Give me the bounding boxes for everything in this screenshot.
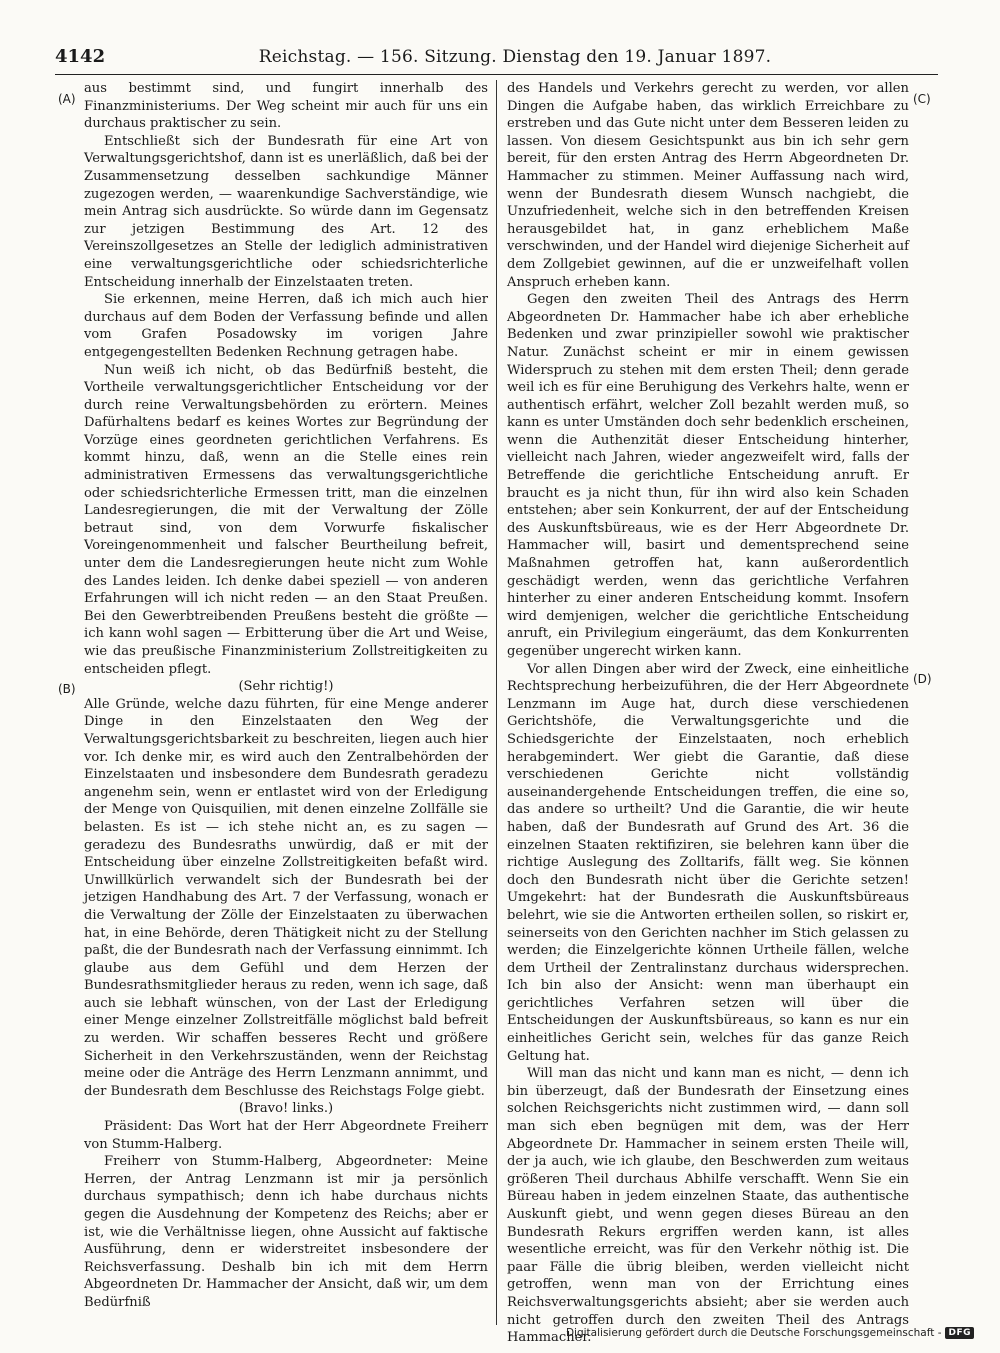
interjection: (Bravo! links.)	[238, 1101, 334, 1117]
left-column	[84, 80, 488, 1312]
page-footer	[566, 1327, 974, 1339]
page-number: 4142	[55, 46, 106, 67]
column-divider	[496, 80, 497, 1325]
paragraph: Entschließt sich der Bundesrath für eine Art von Verwaltungsgerichtshof, dann ist es unerläßlich, daß bei der Zusammensetzung desselben sachkundige Männer zugezogen werden, — waarenkundige Sachverständige, wie mein Antrag sich ausdrückte. So würde dann im Gegensatz zur jetzigen Bestimmung des Art. 12 des Vereinszollgesetzes an Stelle der lediglich administrativen eine verwaltungsgerichtliche oder schiedsrichterliche Entscheidung innerhalb der Einzelstaaten treten.	[84, 133, 488, 290]
speaker-paragraph: Freiherr von Stumm-Halberg, Abgeordneter: Meine Herren, der Antrag Lenzmann ist mir ja persönlich durchaus sympathisch; denn ich habe durchaus nichts gegen die Ausdehnung der Kompetenz des Reichs; aber er ist, wie die Verhältnisse liegen, ohne Aussicht auf faktische Ausführung, denn er widerstreitet insbesondere der Reichsverfassung. Deshalb bin ich mit dem Herrn Abgeordneten Dr. Hammacher der Ansicht, daß wir, um dem Bedürfniß	[84, 1154, 488, 1310]
paragraph: Sie erkennen, meine Herren, daß ich mich auch hier durchaus auf dem Boden der Verfassung befinde und allen vom Grafen Posadowsky im vorigen Jahre entgegengestellten Bedenken Rechnung getragen habe.	[84, 292, 488, 360]
right-column	[507, 80, 909, 1347]
paragraph: aus bestimmt sind, und fungirt innerhalb des Finanzministeriums. Der Weg scheint mir auch für uns ein durchaus praktischer zu sein.	[84, 81, 488, 132]
running-head: Reichstag. — 156. Sitzung. Dienstag den 19. Januar 1897.	[258, 47, 772, 67]
digitization-credit: Digitalisierung gefördert durch die Deutsche Forschungsgemeinschaft -	[565, 1327, 942, 1339]
header-rule	[55, 74, 938, 75]
margin-mark-b: (B)	[58, 682, 76, 696]
paragraph: des Handels und Verkehrs gerecht zu werden, vor allen Dingen die Aufgabe haben, das wirklich Erreichbare zu erstreben und das Gute nicht unter dem Besseren leiden zu lassen. Von diesem Gesichtspunkt aus bin ich sehr gern bereit, für den ersten Antrag des Herrn Abgeordneten Dr. Hammacher zu stimmen. Meiner Auffassung nach wird, wenn der Bundesrath diesem Wunsch nachgiebt, die Unzufriedenheit, welche sich in den betreffenden Kreisen herausgebildet hat, in ganz erheblichem Maße verschwinden, und der Handel wird diejenige Sicherheit auf dem Zollgebiet gewinnen, auf die er unzweifelhaft vollen Anspruch erheben kann.	[507, 81, 909, 290]
dfg-logo: DFG	[945, 1327, 974, 1339]
paragraph: Vor allen Dingen aber wird der Zweck, eine einheitliche Rechtsprechung herbeizuführen, die der Herr Abgeordnete Lenzmann im Auge hat, durch diese verschiedenen Gerichtshöfe, die Verwaltungsgerichte und die Schiedsgerichte der Einzelstaaten, noch erheblich herabgemindert. Wer giebt die Garantie, daß diese verschiedenen Gerichte nicht vollständig auseinandergehende Entscheidungen treffen, die eine so, das andere so urtheilt? Und die Garantie, die wir heute haben, daß der Bundesrath auf Grund des Art. 36 die einzelnen Staaten rektifiziren, sie belehren kann über die richtige Auslegung des Zolltarifs, fällt weg. Sie können doch den Bundesrath nicht über die Gerichte setzen! Umgekehrt: hat der Bundesrath die Auskunftsbüreaus belehrt, wie sie die Antworten ertheilen sollen, so riskirt er, seinerseits von den Gerichten nachher im Stich gelassen zu werden; die Einzelgerichte können Urtheile fällen, welche dem Urtheil der Zentralinstanz durchaus widersprechen. Ich bin also der Ansicht: wenn man überhaupt ein gerichtliches Verfahren setzen will über die Entscheidungen der Auskunftsbüreaus, so kann es nur ein einheitliches Gericht sein, welches für das ganze Reich Geltung hat.	[507, 661, 909, 1064]
margin-mark-a: (A)	[58, 92, 76, 106]
paragraph: Will man das nicht und kann man es nicht, — denn ich bin überzeugt, daß der Bundesrath der Einsetzung eines solchen Reichsgerichts nicht zustimmen wird, — dann soll man sich eben begnügen mit dem, was der Herr Abgeordnete Dr. Hammacher in seinem ersten Theile will, der ja auch, wie ich glaube, den Beschwerden zum weitaus größeren Theil durchaus Abhilfe verschafft. Wenn Sie ein Büreau haben in jedem einzelnen Staate, das authentische Auskunft giebt, und wenn gegen dieses Büreau an den Bundesrath Rekurs ergriffen werden kann, ist alles wesentliche erreicht, was für den Verkehr nöthig ist. Die paar Fälle die übrig bleiben, werden vielleicht nicht getroffen, wenn man von der Errichtung eines Reichsverwaltungsgerichts absieht; aber sie werden auch nicht getroffen durch den zweiten Theil des Antrags Hammacher.	[507, 1066, 909, 1346]
page-header	[55, 46, 935, 70]
paragraph: Gegen den zweiten Theil des Antrags des Herrn Abgeordneten Dr. Hammacher habe ich aber erhebliche Bedenken und zwar prinzipieller sowohl wie praktischer Natur. Zunächst scheint er mir in einem gewissen Widerspruch zu stehen mit dem ersten Theil; denn gerade weil ich es für eine Beruhigung des Verkehrs halte, wenn er authentisch erfährt, welcher Zoll bezahlt werden muß, so kann es unter Umständen doch sehr bedenklich erscheinen, wenn die Authenzität dieser Entscheidung hinterher, vielleicht nach Jahren, wieder angezweifelt wird, falls der Betreffende die gerichtliche Entscheidung anruft. Er braucht es ja nicht thun, für ihn wird also kein Schaden entstehen; aber sein Konkurrent, der auf der Entscheidung des Auskunftsbüreaus, wie es der Herr Abgeordnete Dr. Hammacher will, basirt und dementsprechend seine Maßnahmen getroffen hat, kann außerordentlich geschädigt werden, wenn das gerichtliche Verfahren hinterher zu einer anderen Entscheidung kommt. Insofern wird demjenigen, welcher die gerichtliche Entscheidung anruft, ein Privilegium eingeräumt, das dem Konkurrenten gegenüber ungerecht wirken kann.	[507, 292, 909, 659]
interjection: (Sehr richtig!)	[238, 679, 334, 695]
margin-mark-c: (C)	[913, 92, 931, 106]
paragraph: Nun weiß ich nicht, ob das Bedürfniß besteht, die Vortheile verwaltungsgerichtlicher Entscheidung vor der durch reine Verwaltungsbehörden zu erörtern. Meines Dafürhaltens bedarf es keines Wortes zur Begründung der Vorzüge eines geordneten gerichtlichen Verfahrens. Es kommt hinzu, daß, wenn an die Stelle eines rein administrativen Ermessens das verwaltungsgerichtliche oder schiedsrichterliche Ermessen tritt, man die einzelnen Landesregierungen, die mit der Verwaltung der Zölle betraut sind, von dem Vorwurfe fiskalischer Voreingenommenheit und falscher Beurtheilung befreit, unter dem die Landesregierungen heute nicht zum Wohle des Landes leiden. Ich denke dabei speziell — von anderen Erfahrungen will ich nicht reden — an den Staat Preußen. Bei den Gewerbtreibenden Preußens besteht die größte — ich kann wohl sagen — Erbitterung über die Art und Weise, wie das preußische Finanzministerium Zollstreitigkeiten zu entscheiden pflegt.	[84, 362, 488, 677]
paragraph: Alle Gründe, welche dazu führten, für eine Menge anderer Dinge in den Einzelstaaten den Weg der Verwaltungsgerichtsbarkeit zu beschreiten, liegen auch hier vor. Ich denke mir, es wird auch den Zentralbehörden der Einzelstaaten und insbesondere dem Bundesrath geradezu angenehm sein, wenn er entlastet wird von der Erledigung der Menge von Quisquilien, mit denen einzelne Zollfälle sie belasten. Es ist — ich stehe nicht an, es zu sagen — geradezu des Bundesraths unwürdig, daß er mit der Entscheidung über einzelne Zollstreitigkeiten befaßt wird. Unwillkürlich verwandelt sich der Bundesrath bei der jetzigen Handhabung des Art. 7 der Verfassung, wonach er die Verwaltung der Zölle der Einzelstaaten zu überwachen hat, in eine Behörde, deren Thätigkeit nicht zu der Stellung paßt, die der Bundesrath nach der Verfassung einnimmt. Ich glaube aus dem Gefühl und dem Herzen der Bundesrathsmitglieder heraus zu reden, wenn ich sage, daß auch sie lebhaft wünschen, von der Last der Erledigung einer Menge einzelner Zollstreitfälle möglichst bald befreit zu werden. Wir schaffen besseres Recht und größere Sicherheit in den Verkehrszuständen, wenn der Reichstag meine oder die Anträge des Herrn Lenzmann annimmt, und der Bundesrath dem Beschlusse des Reichstags Folge giebt.	[84, 696, 488, 1099]
margin-mark-d: (D)	[913, 672, 932, 686]
speaker-paragraph: Präsident: Das Wort hat der Herr Abgeordnete Freiherr von Stumm-Halberg.	[84, 1119, 488, 1152]
